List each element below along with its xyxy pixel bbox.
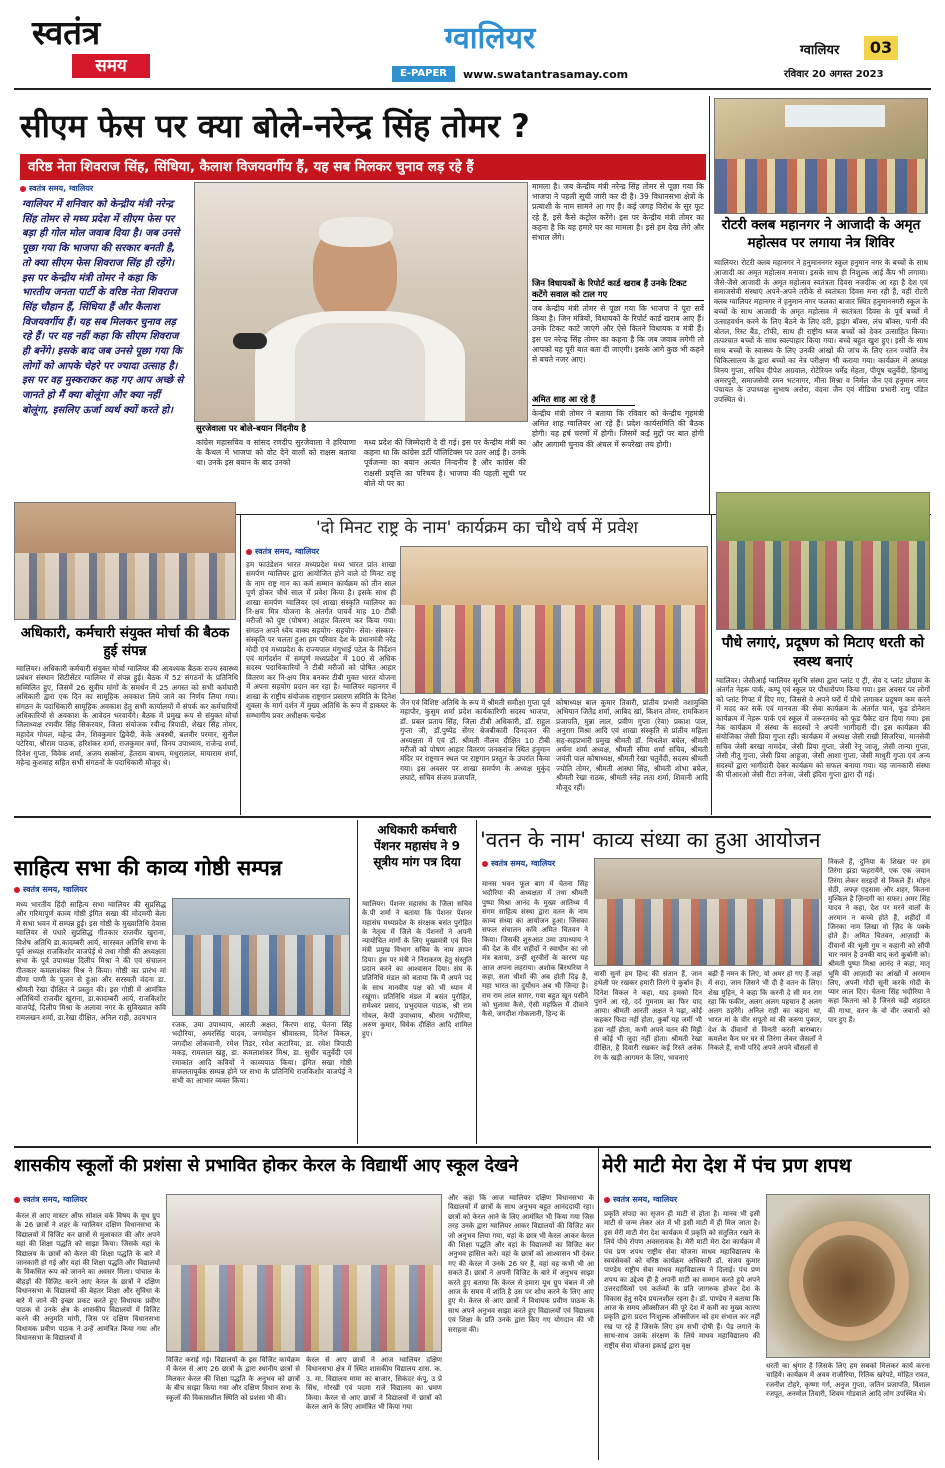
divider-v-5 <box>476 820 477 1144</box>
lead-headline: सीएम फेस पर क्या बोले-नरेन्द्र सिंह तोमर ? <box>20 107 530 145</box>
sahitya-col1: मध्य भारतीय हिंदी साहित्य सभा ग्वालियर की सुप्रसिद्ध और गरिमापूर्ण काव्य गोष्ठी इंगित सखा की मोदमयी बेला में सभा भवन में सम्पन्न हुई। इस गोष्ठी के मुख्यातिथि देवास ग्वालियर से पधारे सुप्रसिद्ध गीतकार राजवीर खुराना, विशेष अतिथि डा.कादम्बरी आर्य, सारस्वत अतिथि सभा के पूर्व अध्यक्ष राजकिशोर वाजपेई थे तथा गोष्ठी की अध्यक्षता सभा के पूर्व उपाध्यक्ष दिलीप मिश्रा ने की एवं संचालन गीतकार कमलाशंकर मिश्र ने किया। गोष्ठी का प्रारंभ मां वीणा पाणी के पूजन से हुआ और सरस्वती वंदना डा. श्रीमती रेखा दीक्षित ने प्रस्तुत की। इस गोष्ठी में आमंत्रित अतिथियों राजवीर खुराना, डा.कादम्बरी आर्य, राजकिशोर वाजपेई, दिलीप मिश्रा के अलावा नगर के सुविख्यात कवि रामलखन शर्मा, डा.रेखा दीक्षित, अनिल राही, उदयभान <box>16 900 166 1022</box>
shaskiya-col3: केरल से आए छात्रों ने आज ग्वालियर दक्षिण विधानसभा क्षेत्र में स्थित शासकीय विद्यालय शास. क. उ. मा. विद्यालय मामा का बाजार, सिकंदर कंपू, उ प्रे सिंध, गोरखी एवं पदमा राजे विद्यालय का भ्रमण किया। केरल से आए छात्रों ने विद्यालयों में छात्रों को केरल आने के लिए आमंत्रित भी किया गया <box>306 1356 442 1412</box>
divider-v-3 <box>711 515 712 815</box>
lead-col4-para3: केन्द्रीय मंत्री तोमर ने बताया कि रविवार को केन्द्रीय गृहमंत्री अमित शाह ग्वालियर आ रहे हैं। प्रदेश कार्यसमिति की बैठक होगी। यह हर्ष चरणों में होगी। जिसमें कई मुद्दों पर बात होगी और आगामी चुनाव की अंचल में रूपरेखा तय होगी। <box>532 409 704 449</box>
lead-photo-tomar <box>194 182 528 422</box>
meri-mati-col1: प्रकृति संपदा का सृजन ही माटी से होता है। मानव भी इसी माटी से जन्म लेकर अंत में भी इसी माटी में ही मिल जाता है। इस मेरी माटी मेरा देश कार्यक्रम में प्रकृति को संतुलित रखने के लिये पौधे रोपण अवसरावक है। मेरी माटी मेरा देश कार्यक्रम में पंच प्रण शपथ राष्ट्रीय सेवा योजना माधव महाविद्यालय के स्वयंसेवकों को वरिष्ठ कार्यक्रम अधिकारी डॉ. संजय कुमार पाण्डेय राष्ट्रीय सेवा माधव महाविद्यालय ने दिलाई। पंच प्रण शपथ का उद्देश्य ही है अपनी माटी का सम्मान करते हुये अपने उत्तरदायित्वों एवं कर्तव्यों के प्रति जागरुक होकर देश के विकास हेतु सदैव प्रयत्नशील रहना है। डॉ. पाण्डेय ने बताया कि आज के समय ऑक्सीजन की पूरे देश में कमी का मुख्य कारण प्रकृति द्वारा प्रदत्त निःशुल्क ऑक्सीजन को हम संभाल कर नहीं रख पा रहे हैं जिसके लिए हम सभी दोषी हैं। पेड़ लगाने के साथ-साथ उसके संरक्षण के लिये माधव महाविद्यालय की राष्ट्रीय सेवा योजना इकाई द्वारा वृक्ष <box>604 1210 760 1350</box>
group-row <box>717 541 930 630</box>
epaper-label: E-PAPER <box>392 66 455 82</box>
bullet-icon <box>246 549 252 555</box>
sahitya-photo <box>172 898 350 1016</box>
group-row <box>595 899 822 966</box>
do-minute-col1: हम फाउंडेशन भारत मध्यप्रदेश मध्य भारत प्रांत शाखा समर्पण ग्वालियर द्वारा आयोजित होने वाले दो मिनट राष्ट्र के नाम राष्ट्र गान का कर्म सम्मान कार्यक्रम को तीन साल पूर्ण होकर चौथे साल में प्रवेश किया है। इसके साथ ही शाखा समर्पण ग्वालियर एवं शाखा संस्कृति ग्वालियर का नि-क्षय मित्र योजना के अंतर्गत पाचवें माह 10 टीबी मरीजों को पुष्ट (पोषण) आहार वितरण कर किया गया। संगठन अपने ध्येय वाक्य सहयोग- सहयोग- सेवा- संस्कार- संस्कृति पर चलता हुआ हम परिवार देश के प्रधानमंत्री नरेंद्र मोदी एवं मध्यप्रदेश के राज्यपाल मंगुभाई पटेल के निर्देशन एवं मार्गदर्शन में सम्पूर्ण मध्यप्रदेश में 100 से अधिक सदस्य पदाधिकारियों ने टीबी मरीजों को पोषित आहार वितरण कर नि-क्षय मित्र बनकर टीबी मुक्त भारत योजना में अपना सहयोग प्रदान कर रहा है। ग्वालियर महानगर में शाखा के राष्ट्रीय संयोजक राष्ट्रगान प्रसारण समिति के दिनेश शुक्ला के मार्ग दर्शन में मुख्य अतिथि के रूप में डाकघर के सम्भागीय प्रवर अधीक्षक चन्द्रेश <box>246 560 396 720</box>
sahitya-byline: स्वतंत्र समय, ग्वालियर <box>14 884 87 895</box>
person-vest <box>295 323 425 422</box>
shaskiya-photo <box>166 1194 442 1352</box>
shaskiya-headline: शासकीय स्कूलों की प्रशंसा से प्रभावित होकर केरल के विद्यार्थी आए स्कूल देखने <box>14 1156 519 1176</box>
bullet-icon <box>482 861 488 867</box>
bullet-icon <box>14 887 20 893</box>
vatan-headline: 'वतन के नाम' काव्य संध्या का हुआ आयोजन <box>480 828 821 852</box>
children-row <box>715 159 928 214</box>
hands-ring <box>789 1221 909 1341</box>
shaskiya-byline: स्वतंत्र समय, ग्वालियर <box>14 1194 87 1205</box>
divider-v-lead <box>709 96 710 514</box>
meri-mati-byline: स्वतंत्र समय, ग्वालियर <box>604 1194 677 1205</box>
lead-subheadline: वरिष्ठ नेता शिवराज सिंह, सिंधिया, कैलाश विजयवर्गीय हैं, यह सब मिलकर चुनाव लड़ रहे हैं <box>20 154 706 180</box>
lead-col4 <box>532 182 704 512</box>
do-minute-col3: कोषाध्यक्ष बाल कुमार तिवारी, प्रांतीय प्रभारी नशामुक्ति अभियान जितेंद्र शर्मा, आबिद खां, किशन तोमर, रामकिशन प्रजापति, मुन्ना लाल, प्रवीण गुप्ता (रेवा) प्रकाश पाल, अनुराग मिश्रा आदि एवं शाखा संस्कृति से प्रांतीय महिला सह-सहप्रभारी प्रमुख श्रीमती डॉ. मिथलेश बघेल, श्रीमती अर्चना शर्मा अध्यक्ष, श्रीमती सीमा शर्मा सचिव, श्रीमती जयंती पाल कोषाध्यक्ष, श्रीमती रेखा चतुर्वेदी, सदस्य श्रीमती ज्योति तोमर, श्रीमती आस्था सिंह, श्रीमती शोभा बघेल, श्रीमती रेखा राठक, श्रीमती स्नेह लता शर्मा, शिवानी आदि मौजूद रहीं। <box>556 698 708 792</box>
paudhe-body: ग्वालियर। जेसीआई ग्वालियर सुरभि संस्था द्वारा प्लांट ए ट्री, सेव द प्लांट प्रोग्राम के अंतर्गत नेहरू पार्क, कम्पू एवं स्कूल पर पौधारोपण किया गया। इस अवसर पर लोगों को प्लांट गिफ्ट में दिए गए, जिससे वे अपने घरों में पौधे लगाकर प्रदूषण कम करने में मदद कर सकें एवं मानवता की सेवा कार्यक्रम के अंतर्गत पान, फूड डोनेशन कार्यक्रम में नेहरू पार्क एवं स्कूल में जरूरतमंद को फूड पैकेट दान दिया गया। इस नेक कार्यक्रम में संस्था के सदस्यों ने अपनी भागीदारी दी। इस कार्यक्रम की संयोजिका जेसी प्रिया गुप्ता रहीं। कार्यक्रम में अध्यक्ष जेसी राखी सिजरिया, मानसेवी सचिव जेसी बरखा नामदेव, जेसी प्रिया गुप्ता, जेसी रेनू जाजू, जेसी तान्या गुप्ता, जेसी नीतू गुप्ता, जेसी प्रिया आहूजा, जेसी आशा गुप्ता, जेसी माधुरी गुप्ता एवं अन्य सदस्यों द्वारा भागीदारी देकर कार्यक्रम को सफल बनाया गया। यह जानकारी संस्था की पीआरओ जेसी रीटा तनेजा, जेसी इंदिरा गुप्ता द्वारा दी गई। <box>716 676 930 780</box>
lead-byline: स्वतंत्र समय, ग्वालियर <box>20 183 93 194</box>
rotary-body: ग्वालियर। रोटरी क्लब महानगर ने हनुमाननगर स्कूल हनुमान नगर के बच्चों के साथ आजादी का अमृत महोत्सव मनाया। इसके साथ ही निशुल्क आई कैंप भी लगाया। जैसे-जैसे आजादी के अमृत महोत्सव स्वतंत्रता दिवस नजदीक आ रहा है देश एवं समाजसेवी संस्थाएं अपने-अपने तरीके से स्वतंत्रता दिवस मना रही हैं, वहीं रोटरी क्लब ग्वालियर महानगर ने हनुमान नगर फलका बाजार स्थित हनुमाननगरी स्कूल के बच्चों के साथ आजादी के अमृत महोत्सव में स्वतंत्रता दिवस के पूर्व बच्चों में उत्साहवर्धन करने के लिए बैठने के लिए दरी, ड्राइंग बॉक्स, लंच बॉक्स, पानी की बोतल, रिस्ट बैंड, टॉफी, साथ ही राष्ट्रीय ध्वज बच्चों को देकर उत्साहित किया। तत्पश्चात बच्चों के साथ स्वल्पाहार किया गया। बच्चे बहुत खुश हुए। इसी के साथ साथ बच्चों के स्वास्थ्य के लिए उनकी आंखों की जांच के लिए रतन ज्योति नेत्र चिकित्सालय के द्वारा बच्चों का नेत्र परीक्षण भी कराया गया। कार्यक्रम में अध्यक्ष विनय गुप्ता, सचिव दीपेश अग्रवाल, रोटेरियन धर्मेंद्र मेहता, पीयूष चतुर्वेदी, हिमांशु अमरपुरी, समाजसेवी रमन भटनागर, मीना मिश्रा व निर्मल जैन एवं हनुमान नगर पंचायत के उपाध्यक्ष सुभाष अरोरा, वंदना जैन एवं मीडिया प्रभारी रामु पंडित उपस्थित थे। <box>714 258 928 405</box>
website-link[interactable]: www.swatantrasamay.com <box>463 67 629 81</box>
lead-subhead-report-card: जिन विधायकों के रिपोर्ट कार्ड खराब हैं उनके टिकट कटेंगे सवाल को टाल गए <box>532 278 704 301</box>
pension-headline: अधिकारी कर्मचारी पेंशनर महासंघ ने 9 सूत्रीय मांग पत्र दिया <box>373 823 461 869</box>
do-minute-col2: जैन एवं विशिष्ट अतिथि के रूप में श्रीमती समीक्षा गुप्ता पूर्व महापौर, कुसुम शर्मा प्रदेश कार्यकारिणी सदस्य भाजपा, डॉ. प्रबल प्रताप सिंह, जिला टीबी अधिकारी, डॉ. राहुल गुप्ता जी, डॉ.पुष्पेंद्र सेंगर बेजबीकारी दिनदजन की अध्यक्षता में एवं डॉ. श्रीमती नीलम दीक्षित 10 टीबी मरीजों को पोषण आहार वितरण जनकरांज स्थित हनुमान मंदिर पर राष्ट्रगान स्थल पर राष्ट्रगान प्रस्तुत के उपरांत किया गया। इस अवसर पर शाखा समर्पण के अध्यक्ष मुकुंद लघाटे, सचिव संजय प्रजापति, <box>400 698 550 783</box>
epaper-strip <box>392 66 802 82</box>
edition-title: ग्वालियर <box>444 21 536 56</box>
logo-top: स्वतंत्र <box>32 13 101 52</box>
karmchari-photo <box>14 502 236 620</box>
banner <box>785 105 885 127</box>
paudhe-headline: पौधे लगाएं, प्रदूषण को मिटाए धरती को स्वस्थ बनाएं <box>721 635 925 670</box>
do-minute-headline: 'दो मिनट राष्ट्र के नाम' कार्यक्रम का चौथे वर्ष में प्रवेश <box>316 518 638 538</box>
page-number: 03 <box>864 36 898 60</box>
paudhe-photo <box>716 492 930 630</box>
sahitya-col2: रजक, उमा उपाध्याय, आरती अक्षत, किरण शाह, चेतना सिंह भदौरिया, अमरसिंह यादव, जगमोहन श्रीवास्तव, दिनेश विकल, जगदीश लोकवानी, रमेश निडर, रमेश कटारिया, डा. रमेश त्रिपाठी मकड़, रामलाल खड्ड, डा. कमलाशंकर मिश्र, डा. सुधीर चतुर्वेदी एवं रमाकांत आदि कवियों ने काव्यपाठ किया। इंगित सखा गोष्ठी सफलतापूर्वक सम्पन्न होने पर सभा के प्रतिनिधि राजकिशोर वाजपेई ने सभी का आभार व्यक्त किया। <box>172 1020 352 1086</box>
vatan-photo <box>594 858 822 966</box>
pension-body: ग्वालियर। पेंशनर महासंघ के जिला सचिव के.पी शर्मा ने बताया कि पेंशनर पेंशनर महासंघ मध्यप्रदेश के संरक्षक बसंत पुरोहित के नेतृत्व में जिले के पेंशनरों ने अपनी न्यायोचित मांगों के लिए मुख्यमंत्री एवं वित्त मंत्री प्रमुख विभाग सचिव के नाम ज्ञापन दिया। इस पर मंत्री ने निराकरण हेतु संस्तुति प्रदान करने का आश्वासन दिया। संघ के प्रतिनिधि मंडल को बताया कि मैं अपने पद के साथ मानवीय पक्ष को भी ध्यान में रखूंगा। प्रतिनिधि मंडल में बसंत पुरोहित, रामेश्वर प्रसाद, प्रभुदयाल पाठक, श्री राम गोयल, केपी उपाध्याय, श्रीराम भदौरिया, अरुण कुमार, विवेक दीक्षित आदि शामिल हुए। <box>362 900 472 1039</box>
vatan-col4: निकले हैं, दुनिया के शिखर पर हम तिरंगा झंडा फहरायेंगे, एक एक जवान तिरंगा लेकर सरहदों से निकले हैं। मोहन सेठी, लफ्ज़ एहसास और शहर, कितना मुश्किल है ज़िन्दगी का सफर। अमर सिंह यादव ने कहा, देश पर मरने वालों के अरमान न कच्चे होते हैं, शहीदों में जिनका नाम लिखा वो ज़िद के पक्के होते हैं। अमित चितवन, आज़ादी के दीवानों की भूली गुम न कहानी को सौंपी चार नमन है उनकी याद करो कुर्बानी को। श्रीमती पुष्पा मिश्रा आनंद ने कहा, मातृ भूमि की आज़ादी का आंखों में अरमान लिए, अपनी गोदी सूनी करके गोदी के प्यार लाल दिए। चेतना सिंह भदौरिया ने कहा कितना को है जिनसे चढ़ी शहादत की गाथा, वतन के वो वीर जवानों को पार हुए हैं। <box>828 858 930 1025</box>
bullet-icon <box>14 1197 20 1203</box>
logo <box>32 14 150 84</box>
do-minute-byline: स्वतंत्र समय, ग्वालियर <box>246 546 319 557</box>
karmchari-headline: अधिकारी, कर्मचारी संयुक्त मोर्चा की बैठक हुई संपन्न <box>20 625 230 659</box>
group-row <box>173 935 350 1016</box>
bullet-icon <box>20 186 26 192</box>
meri-mati-col2: धरती का श्रृंगार है जिसके लिए हम सबको मिलकर कार्य करना चाहिये। कार्यक्रम में अवय राजौरिया, रितिक खरेपटे, मोहित रावत, रजनीश टोहरे, कृष्णा गर्ग, अनुज गुप्ता, जतिन प्रजापति, विशाल रजपूत, अनमोल तिवारी, शिवम गोडवाले आदि लोग उपस्थित थे। <box>766 1362 930 1399</box>
lead-col4-para1: मामला है। जब केन्द्रीय मंत्री नरेन्द्र सिंह तोमर से पूछा गया कि भाजपा ने पहली सूची जारी कर दी है। 39 विधानसभा क्षेत्रों के प्रत्याशी के नाम सामने आ गए हैं। कई जगह विरोध के सुर फूट रहे हैं, इसे कैसे कंट्रोल करेंगे। इस पर केन्द्रीय मंत्री तोमर का कहना है कि यह हमारे घर का मामला है। इसे हम देख लेंगे और संभाल लेंगे। <box>532 182 704 243</box>
meri-mati-photo <box>766 1194 930 1358</box>
divider-v-6 <box>598 1148 599 1460</box>
masthead <box>0 0 945 90</box>
masthead-rule <box>14 88 931 90</box>
meri-mati-headline: मेरी माटी मेरा देश में पंच प्रण शपथ <box>602 1154 852 1177</box>
issue-date: रविवार 20 अगस्त 2023 <box>784 69 884 80</box>
microphone <box>233 333 267 349</box>
divider-v-4 <box>357 820 358 1144</box>
lead-photo-caption: सुरजेवाला पर बोले-बयान निंदनीय है <box>196 423 306 433</box>
bullet-icon <box>604 1197 610 1203</box>
divider-h-3 <box>14 1146 931 1148</box>
do-minute-photo <box>400 546 708 694</box>
shaskiya-col1: केरल से आए मास्टर ऑफ सोशल वर्क विषय के यूथ ग्रुप के 26 छात्रों ने शहर के ग्वालियर दक्षिण विधानसभा के विद्यालयों में विजिट कर छात्रों से मुलाकात की और अपने यहां की शिक्षा पद्धति को साझा किया। जिसके यहां के विद्यालय के छात्रों को केरल की शिक्षा पद्धति के बारे में जानकारी हो गई और यहां की शिक्षा पद्धति और विद्यालयों के विकसित रूप को जानने का अवसर मिला। पांचाल के बीहड़ों की विजिट करने आए केरल के छात्रों ने दक्षिण विधानसभा के विद्यालयों की बेहतर शिक्षा और सुविधा के बारे में जाने की इच्छा प्रकट करते हुए विधायक प्रवीण पाठक से उनके क्षेत्र के शासकीय विद्यालयों में विजिट करने की अनुमति मांगी, जिस पर दक्षिण विधानसभा विधायक प्रवीण पाठक ने उन्हें आमंत्रित किया गया और विधानसभा के विद्यालयों में <box>16 1212 160 1343</box>
shaskiya-col4: और कहा कि आज ग्वालियर दक्षिण विधानसभा के विद्यालयों में छात्रों के साथ अनुभव बहुत आनंददायी रहा। छात्रों को केरल आने के लिए आमंत्रित भी किया गया जिस तरह उनके द्वारा ग्वालियर आकर विद्यालयों की विजिट कर जो अनुभव लिया गया, यहां के छात्र भी केरल आकर केरल की शिक्षा पद्धति और वहां के विद्यालयों का विजिट कर अनुभव हासिल करें। वहां के छात्रों को आश्वासन भी देकर गए की केरल में उनके 26 घर हैं, वहां वह कभी भी आ सकते हैं। छात्रों ने अपनी विजिट के बारे में अनुभव साझा करते हुए बताया कि केरल से हमारा यूथ ग्रुप चंबल में जो आज के समय में शांति है उस पर शोध करने के लिए आए हुए थे। केरल से आए छात्रों ने विधायक प्रवीण पाठक के साथ अपने अनुभव साझा करते हुए विद्यालयों एवं विद्यालय एवं शिक्षा के प्रति उनके द्वारा किए गए योगदान की भी सराहना की। <box>448 1194 594 1334</box>
lead-subhead-amit-shah: अमित शाह आ रहे हैं <box>532 394 635 406</box>
karmchari-body: ग्वालियर। अधिकारी कर्मचारी संयुक्त मोर्चा ग्वालियर की आवश्यक बैठक राज्य स्वास्थ्य प्रबंधन संस्थान सिटीसेंटर ग्वालियर में संपन्न हुई। बैठक में 52 संगठनों के प्रतिनिधि सम्मिलित हुए, जिसमें 26 सूत्रीय मांगों के समर्थन में 25 अगस्त को सभी कर्मचारी अधिकारी द्वारा एक दिन का सामूहिक अवकाश लिये जाने का निर्णय लिया गया। संगठन के पदाधिकारी सामूहिक अवकाश हेतु सभी कार्यालयों में संपर्क कर कर्मचारियों अधिकारियों से अवकाश के आवेदन भरवायेंगे। बैठक में प्रमुख रूप से संयुक्त मोर्चा जिलाध्यक्ष रणवीर सिंह सिकरवार, जिला संयोजक रवीन्द्र त्रिपाठी, शेखर सिंह तोमर, महादेव गोयल, महेन्द्र जैन, शिवकुमार द्विवेदी, केके अवस्थी, बलवीर परमार, सुनील पटेरिया, श्रीराम पाठक, हरिशंकर शर्मा, राजकुमार वर्मा, विनय उपाध्याय, राजेन्द्र शर्मा, दिनेश गुप्ता, विवेक शर्मा, अजय सक्सेना, हेतराम बाथम, मथुरालाल, मायाराम शर्मा, महेन्द्र कुशवाह सहित सभी संगठनों के पदाधिकारी मौजूद थे। <box>16 664 238 768</box>
group-row <box>15 553 236 620</box>
lead-col3: मध्य प्रदेश की जिम्मेदारी दे दी गई। इस पर केन्द्रीय मंत्री का कहना था कि कांग्रेस डर्टी पॉलिटिक्स पर उतर आई है। उनके पूर्वजन्मा का बयान अत्यंत निन्दनीय है और कांग्रेस की राक्षसी प्रवृत्ति का परिचय है। भाजपा की पहली सूची पर बोले यो पर का <box>364 438 526 488</box>
divider-v-2 <box>240 515 241 815</box>
page-city: ग्वालियर <box>800 43 840 58</box>
vatan-byline: स्वतंत्र समय, ग्वालियर <box>482 858 555 869</box>
lead-col2: कांग्रेस महासचिव व सांसद रणदीप सुरजेवाला ने हरियाणा के कैथल में भाजपा को वोट देने वालों को राक्षस बताया था। उनके इस बयान के बाद उनको <box>196 438 356 468</box>
divider-h-2 <box>14 816 931 818</box>
shaskiya-col2: विजिट कराई गई। विद्यालयों के इस विजिट कार्यक्रम में केरल से आए 26 छात्रों के द्वारा स्थानीय छात्रों से मिलकर केरल की शिक्षा पद्धति के अनुभव को छात्रों के बीच साझा किया गया और दक्षिण विधान सभा के स्कूलों की विकासशील स्थिति को प्रशंसा भी की। <box>166 1356 300 1402</box>
rotary-headline: रोटरी क्लब महानगर ने आजादी के अमृत महोत्सव पर लगाया नेत्र शिविर <box>721 217 921 251</box>
vatan-col3: बढ़ी हैं नमन के लिए, यो अमर हो गए हैं जहां में सदा, जान जिसने भी दी है वतन के लिए। शेख मुहिन, ने कहा कि करनी दे सी मन राग रहा कि फकीर, अलग अलग पहचान है अलग अलग ठहरेंगे। अनिल राही का कहना था, भारत मां के वीर सपूतो मां की करुण पुकार, देश के दीवानों से विनती करती बारम्बार। कमलेश कैन घर घर से तिरंगा लेकर जैसलों ने निकले हैं, सभी परिंदे अपने अपने चौंसलों से <box>708 970 822 1053</box>
group-row <box>401 605 708 694</box>
lead-intro: ग्वालियर में शनिवार को केन्द्रीय मंत्री नरेन्द्र सिंह तोमर से मध्य प्रदेश में सीएम फेस पर बड़ा ही गोल मोल जवाब दिया है। जब उनसे पूछा गया कि भाजपा की सरकार बनती है, तो क्या सीएम फेस शिवराज सिंह ही रहेंगे। इस पर केन्द्रीय मंत्री तोमर ने कहा कि भारतीय जनता पार्टी के वरिष्ठ नेता शिवराज सिंह चौहान हैं, सिंधिया हैं और कैलाश विजयवर्गीय हैं। यह सब मिलकर चुनाव लड़ रहे हैं। पर यह नहीं कहा कि सीएम शिवराज ही बनेंगे। इसके बाद जब उनसे पूछा गया कि लोगों को आपके चेहरे पर ज्यादा उत्साह है। इस पर वह मुस्कराकर कह गए आप अच्छे से जानते हो मैं क्या बोलूंगा और क्या नहीं बोलूंगा, इसलिए ऊर्जा व्यर्थ क्यों करते हो। <box>22 199 184 416</box>
rotary-photo <box>714 98 928 214</box>
group-row <box>167 1265 442 1352</box>
vatan-col2: वासी सुनो हम हिन्द की संतान हैं, जान हथेली पर रखकर हमारी तिरंगे पे कुर्बान हैं। दिनेश विकल ने कहा, याद हमको दिन पुराने आ रहे, दर्द गुमनाम का फिर याद आया। श्रीमती आरती अक्षत ने पढ़ा, कोई कहकर फिदा नहीं होता, कुर्बाँ यह जमीं भी हवा नहीं होता, कभी अपने वतन की मिट्टी से कोई भी जुदा नहीं होता। श्रीमती रेखा दीक्षित, है दिवारी रखकर कई रिस्ते अनेक रंग के खड़ी आगमन के लिए, भावनाएं <box>594 970 702 1062</box>
vatan-col1: मानस भवन फूल बाग में चेतना सिंह भदौरिया की अध्यक्षता में तथा श्रीमती पुष्पा मिश्रा आनंद के मुख्य आतिथ्य में संगम साहित्य संस्था द्वारा वतन के नाम काव्य संध्या का आयोजन हुआ। जिसका सफल संचालन कवि अमित चितवन ने किया। जिसकी शुरुआत उमा उपाध्याय ने की देश के वीर शहीदों ने स्वाधीन का जो मंत्र बताया, उन्हीं शूरवीरों के कारण यह आज अपना लहराया। अशोक बिरथरिया ने कहा, सता थीशों की अब होती दिढ़ है, महा भारत का दुर्योधन अब भी जिन्दा है। राम राम लाल सागर, गया बहुत खून पसीने को भुलाया कैसे, ऐसी महफ़िल मैं दीवाने कैसे, जगदीश गोकलानी, हिन्द के <box>482 880 588 1019</box>
sahitya-headline: साहित्य सभा की काव्य गोष्ठी सम्पन्न <box>14 856 282 880</box>
lead-col4-para2: जब केन्द्रीय मंत्री तोमर से पूछा गया कि भाजपा ने पूरा सर्वे किया है। जिन मंत्रियों, विधायकों के रिपोर्ट कार्ड खराब आए हैं। उनके टिकट काटे जाएंगे और ऐसे कितने विधायक व मंत्री हैं। इस पर नरेन्द्र सिंह तोमर का कहना है कि जब जवाब लगेगी तो आपको यह पूरी बात बता दी जाएगी। इसके आगे कुछ भी कहने से बचते नजर आए। <box>532 304 704 365</box>
person-hair <box>319 217 393 247</box>
logo-bottom: समय <box>72 54 150 78</box>
